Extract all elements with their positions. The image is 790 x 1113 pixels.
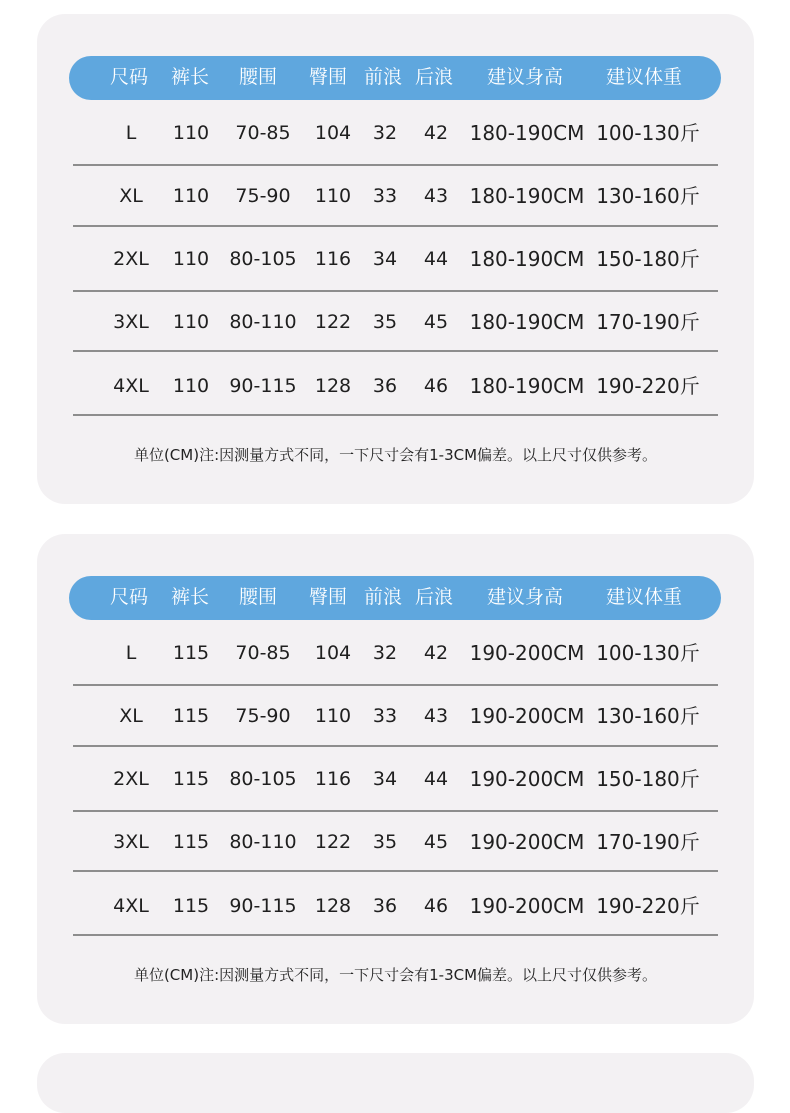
cell-weight: 170-190斤 — [596, 830, 700, 854]
header-front-rise: 前浪 — [363, 66, 403, 88]
table-row — [73, 104, 718, 164]
cell-front-rise: 36 — [372, 375, 398, 397]
cell-weight: 130-160斤 — [596, 704, 700, 728]
cell-waist: 80-110 — [229, 311, 297, 333]
table-row — [73, 230, 718, 290]
row-divider — [73, 350, 718, 352]
cell-back-rise: 44 — [423, 768, 449, 790]
header-hip: 臀围 — [308, 586, 348, 608]
cell-back-rise: 46 — [423, 375, 449, 397]
cell-back-rise: 46 — [423, 895, 449, 917]
table-row — [73, 293, 718, 353]
size-note: 单位(CM)注:因测量方式不同，一下尺寸会有1-3CM偏差。以上尺寸仅供参考。 — [133, 966, 658, 984]
size-chart-card-2 — [37, 534, 754, 1024]
cell-hip: 104 — [314, 122, 352, 144]
cell-height: 190-200CM — [469, 704, 585, 728]
cell-front-rise: 35 — [372, 311, 398, 333]
row-divider — [73, 745, 718, 747]
cell-hip: 128 — [314, 375, 352, 397]
cell-weight: 100-130斤 — [596, 641, 700, 665]
cell-hip: 116 — [314, 248, 352, 270]
cell-hip: 122 — [314, 311, 352, 333]
cell-front-rise: 34 — [372, 768, 398, 790]
cell-waist: 75-90 — [235, 705, 291, 727]
row-divider — [73, 164, 718, 166]
cell-weight: 150-180斤 — [596, 247, 700, 271]
cell-waist: 75-90 — [235, 185, 291, 207]
cell-length: 115 — [172, 768, 210, 790]
header-height: 建议身高 — [486, 66, 564, 88]
cell-size: L — [125, 642, 137, 664]
cell-front-rise: 33 — [372, 185, 398, 207]
cell-waist: 90-115 — [229, 895, 297, 917]
cell-back-rise: 42 — [423, 642, 449, 664]
cell-waist: 80-105 — [229, 768, 297, 790]
header-front-rise: 前浪 — [363, 586, 403, 608]
header-waist: 腰围 — [238, 66, 278, 88]
cell-back-rise: 43 — [423, 185, 449, 207]
cell-length: 110 — [172, 122, 210, 144]
cell-length: 115 — [172, 895, 210, 917]
cell-height: 180-190CM — [469, 184, 585, 208]
size-chart-card-3 — [37, 1053, 754, 1113]
size-note: 单位(CM)注:因测量方式不同，一下尺寸会有1-3CM偏差。以上尺寸仅供参考。 — [133, 446, 658, 464]
cell-waist: 90-115 — [229, 375, 297, 397]
cell-length: 115 — [172, 831, 210, 853]
table-row — [73, 750, 718, 810]
cell-height: 180-190CM — [469, 121, 585, 145]
cell-hip: 122 — [314, 831, 352, 853]
header-weight: 建议体重 — [605, 66, 683, 88]
header-weight: 建议体重 — [605, 586, 683, 608]
cell-waist: 70-85 — [235, 122, 291, 144]
table-header — [69, 576, 721, 620]
cell-height: 180-190CM — [469, 247, 585, 271]
cell-height: 190-200CM — [469, 641, 585, 665]
cell-height: 180-190CM — [469, 310, 585, 334]
cell-length: 110 — [172, 311, 210, 333]
cell-length: 110 — [172, 375, 210, 397]
cell-weight: 130-160斤 — [596, 184, 700, 208]
cell-size: 3XL — [113, 831, 149, 853]
header-length: 裤长 — [170, 586, 210, 608]
cell-size: 2XL — [113, 768, 149, 790]
cell-size: 3XL — [113, 311, 149, 333]
cell-size: 2XL — [113, 248, 149, 270]
cell-hip: 116 — [314, 768, 352, 790]
cell-length: 110 — [172, 248, 210, 270]
row-divider — [73, 810, 718, 812]
table-row — [73, 877, 718, 937]
header-waist: 腰围 — [238, 586, 278, 608]
header-back-rise: 后浪 — [414, 586, 454, 608]
header-hip: 臀围 — [308, 66, 348, 88]
table-row — [73, 813, 718, 873]
cell-height: 180-190CM — [469, 374, 585, 398]
cell-back-rise: 42 — [423, 122, 449, 144]
cell-hip: 128 — [314, 895, 352, 917]
cell-weight: 170-190斤 — [596, 310, 700, 334]
row-divider — [73, 290, 718, 292]
cell-front-rise: 35 — [372, 831, 398, 853]
row-divider — [73, 225, 718, 227]
cell-back-rise: 45 — [423, 831, 449, 853]
cell-front-rise: 32 — [372, 642, 398, 664]
cell-weight: 100-130斤 — [596, 121, 700, 145]
cell-back-rise: 44 — [423, 248, 449, 270]
cell-back-rise: 45 — [423, 311, 449, 333]
cell-length: 115 — [172, 705, 210, 727]
cell-weight: 190-220斤 — [596, 374, 700, 398]
cell-size: XL — [119, 185, 143, 207]
cell-hip: 110 — [314, 705, 352, 727]
table-row — [73, 357, 718, 417]
cell-weight: 190-220斤 — [596, 894, 700, 918]
cell-front-rise: 32 — [372, 122, 398, 144]
cell-back-rise: 43 — [423, 705, 449, 727]
row-divider — [73, 934, 718, 936]
cell-height: 190-200CM — [469, 830, 585, 854]
header-length: 裤长 — [170, 66, 210, 88]
cell-size: 4XL — [113, 895, 149, 917]
cell-size: XL — [119, 705, 143, 727]
cell-front-rise: 36 — [372, 895, 398, 917]
cell-front-rise: 33 — [372, 705, 398, 727]
table-row — [73, 687, 718, 747]
cell-waist: 70-85 — [235, 642, 291, 664]
cell-size: L — [125, 122, 137, 144]
header-size: 尺码 — [109, 586, 149, 608]
cell-size: 4XL — [113, 375, 149, 397]
header-back-rise: 后浪 — [414, 66, 454, 88]
cell-hip: 104 — [314, 642, 352, 664]
cell-waist: 80-105 — [229, 248, 297, 270]
cell-weight: 150-180斤 — [596, 767, 700, 791]
cell-length: 115 — [172, 642, 210, 664]
table-row — [73, 624, 718, 684]
table-row — [73, 167, 718, 227]
table-header — [69, 56, 721, 100]
cell-waist: 80-110 — [229, 831, 297, 853]
header-height: 建议身高 — [486, 586, 564, 608]
row-divider — [73, 414, 718, 416]
row-divider — [73, 684, 718, 686]
cell-hip: 110 — [314, 185, 352, 207]
cell-front-rise: 34 — [372, 248, 398, 270]
cell-height: 190-200CM — [469, 767, 585, 791]
cell-height: 190-200CM — [469, 894, 585, 918]
cell-length: 110 — [172, 185, 210, 207]
header-size: 尺码 — [109, 66, 149, 88]
row-divider — [73, 870, 718, 872]
size-chart-card-1 — [37, 14, 754, 504]
